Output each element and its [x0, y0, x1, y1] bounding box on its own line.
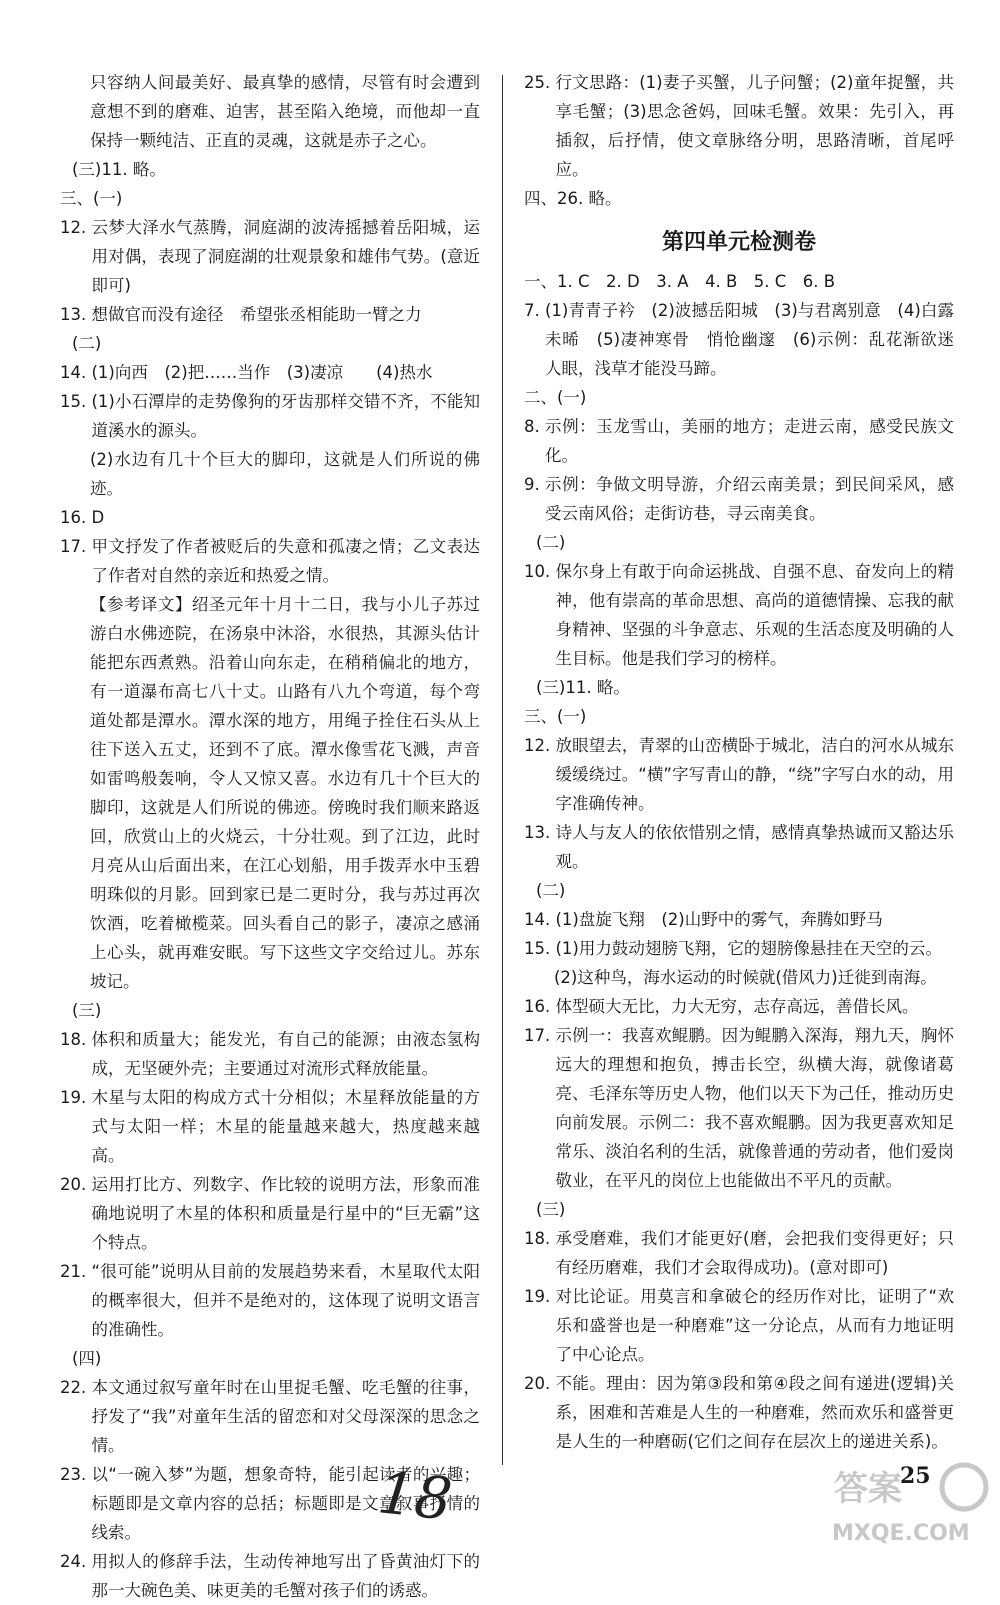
item-number: 17.: [60, 537, 92, 556]
answer-item: [524, 470, 954, 528]
item-text: 保尔身上有敢于向命运挑战、自强不息、奋发向上的精神，他有崇高的革命思想、高尚的道德情操、忘我的献身精神、坚强的斗争意志、乐观的生活态度及明确的人生目标。他是我们学习的榜样。: [555, 562, 954, 668]
item-number: 16.: [60, 508, 92, 527]
answer-item: [60, 387, 480, 445]
answer-item: [60, 213, 480, 300]
item-number: 14.: [60, 363, 92, 382]
svg-text:答案: 答案: [834, 1469, 902, 1509]
section-heading: 二、(一): [524, 388, 587, 407]
answer-item: [524, 68, 954, 184]
item-number: 7.: [524, 301, 545, 320]
section-heading: 三、(一): [60, 189, 123, 208]
answer-item: [524, 1021, 954, 1195]
item-number: 25.: [524, 73, 556, 92]
item-text: 想做官而没有途径 希望张丞相能助一臂之力: [91, 305, 422, 324]
handwritten-number: 18: [374, 1458, 456, 1534]
answer-item: [524, 296, 954, 383]
right-column: [524, 68, 954, 1456]
continuation-text: (2)这种鸟，海水运动的时候就(借风力)迁徙到南海。: [554, 968, 937, 987]
item-text: 示例：争做文明导游，介绍云南美景；到民间采风，感受云南风俗；走街访巷，寻云南美食。: [545, 475, 954, 523]
answer-item: [524, 992, 954, 1021]
item-text: 木星与太阳的构成方式十分相似；木星释放能量的方式与太阳一样；木星的能量越来越大，热度越来越高。: [91, 1088, 480, 1165]
section-heading: 三、(一): [524, 707, 587, 726]
item-text: 诗人与友人的依依惜别之情，感情真挚热诚而又豁达乐观。: [555, 823, 954, 871]
item-text: 云梦大泽水气蒸腾，洞庭湖的波涛摇撼着岳阳城，运用对偶，表现了洞庭湖的壮观景象和雄伟气势。(意近即可): [91, 218, 480, 295]
answer-item: [524, 934, 954, 963]
item-number: 19.: [60, 1088, 92, 1107]
answer-item: [60, 532, 480, 590]
left-column: [60, 68, 480, 1605]
answer-item: [524, 1369, 954, 1456]
item-text: 对比论证。用莫言和拿破仑的经历作对比，证明了“欢乐和盛誉也是一种磨难”这一分论点，从而有力地证明了中心论点。: [555, 1287, 954, 1364]
answer-item: [524, 1282, 954, 1369]
section-title: 第四单元检测卷: [661, 229, 816, 255]
answer-item: [60, 300, 480, 329]
answer-item: [60, 1170, 480, 1257]
item-text: (1)小石潭岸的走势像狗的牙齿那样交错不齐，不能知道溪水的源头。: [91, 392, 480, 440]
item-text: 不能。理由：因为第③段和第④段之间有递进(逻辑)关系，困难和苦难是人生的一种磨难，然而欢乐和盛誉更是人生的一种磨砺(它们之间存在层次上的递进关系)。: [555, 1374, 954, 1451]
item-number: 19.: [524, 1287, 556, 1306]
item-text: 示例一：我喜欢鲲鹏。因为鲲鹏入深海，翔九天，胸怀远大的理想和抱负，搏击长空，纵横大海，就像诸葛亮、毛泽东等历史人物，他们以天下为己任，推动历史向前发展。示例二：我不喜欢鲲鹏。因为我更喜欢知足常乐、淡泊名利的生活，就像普通的劳动者，他们爱岗敬业，在平凡的岗位上也能做出不平凡的贡献。: [555, 1026, 954, 1190]
item-text: 本文通过叙写童年时在山里捉毛蟹、吃毛蟹的往事，抒发了“我”对童年生活的留恋和对父母深深的思念之情。: [91, 1378, 480, 1455]
right-main-block: [524, 267, 954, 1456]
answer-item: [524, 557, 954, 673]
answer-item: [60, 358, 480, 387]
item-text: (1)向西 (2)把……当作 (3)凄凉 (4)热水: [91, 363, 433, 382]
item-text: D: [91, 508, 105, 527]
page-number: 25: [900, 1463, 931, 1489]
item-number: 9.: [524, 475, 545, 494]
continuation-text: (2)水边有几十个巨大的脚印，这就是人们所说的佛迹。: [90, 450, 480, 498]
watermark-logo: [826, 1460, 996, 1550]
item-number: 16.: [524, 997, 556, 1016]
item-number: 21.: [60, 1262, 92, 1281]
item-number: 8.: [524, 417, 545, 436]
section-heading: (二): [536, 881, 566, 900]
item-text: 运用打比方、列数字、作比较的说明方法，形象而准确地说明了木星的体积和质量是行星中的“巨无霸”这个特点。: [91, 1175, 480, 1252]
section-heading: (三)11. 略。: [72, 160, 166, 179]
item-number: 20.: [524, 1374, 556, 1393]
answer-item: [524, 731, 954, 818]
continuation-text: 只容纳人间最美好、最真挚的感情，尽管有时会遭到意想不到的磨难、迫害，甚至陷入绝境，而他却一直保持一颗纯洁、正直的灵魂，这就是赤子之心。: [90, 73, 480, 150]
item-text: 甲文抒发了作者被贬后的失意和孤凄之情；乙文表达了作者对自然的亲近和热爱之情。: [91, 537, 480, 585]
answer-item: [524, 818, 954, 876]
item-number: 15.: [524, 939, 556, 958]
item-number: 10.: [524, 562, 556, 581]
item-text: 放眼望去，青翠的山峦横卧于城北，洁白的河水从城东缓缓绕过。“横”字写青山的静，“绕”字写白水的动，用字准确传神。: [555, 736, 954, 813]
item-number: 12.: [60, 218, 92, 237]
item-number: 22.: [60, 1378, 92, 1397]
item-text: 以“一碗入梦”为题，想象奇特，能引起读者的兴趣；标题即是文章内容的总括；标题即是文章叙事抒情的线索。: [91, 1465, 480, 1542]
item-text: 体型硕大无比，力大无穷，志存高远，善借长风。: [555, 997, 919, 1016]
item-text: 用拟人的修辞手法，生动传神地写出了昏黄油灯下的那一大碗色美、味更美的毛蟹对孩子们的诱惑。: [91, 1552, 480, 1600]
item-text: (1)青青子衿 (2)波撼岳阳城 (3)与君离别意 (4)白露未晞 (5)凄神寒骨 悄怆幽邃 (6)示例：乱花渐欲迷人眼，浅草才能没马蹄。: [545, 301, 954, 378]
section-heading: (二): [72, 334, 102, 353]
answer-item: [60, 1257, 480, 1344]
answer-item: [60, 1373, 480, 1460]
answer-item: [524, 412, 954, 470]
section-heading: 四、26. 略。: [524, 189, 622, 208]
right-top-block: [524, 68, 954, 213]
item-number: 14.: [524, 910, 556, 929]
item-text: 行文思路：(1)妻子买蟹，儿子问蟹；(2)童年捉蟹，共享毛蟹；(3)思念爸妈，回味毛蟹。效果：先引入，再插叙，后抒情，使文章脉络分明，思路清晰，首尾呼应。: [555, 73, 954, 179]
item-text: 承受磨难，我们才能更好(磨，会把我们变得更好；只有经历磨难，我们才会取得成功)。(意对即可): [555, 1229, 954, 1277]
item-number: 18.: [524, 1229, 556, 1248]
column-divider: [502, 75, 503, 1465]
continuation-text: 【参考译文】绍圣元年十月十二日，我与小儿子苏过游白水佛迹院，在汤泉中沐浴，水很热，其源头估计能把东西煮熟。沿着山向东走，在稍稍偏北的地方，有一道瀑布高七八十丈。山路有八九个弯道，每个弯道处都是潭水。潭水深的地方，用绳子拴住石头从上往下送入五丈，还到不了底。潭水像雪花飞溅，声音如雷鸣般轰响，令人又惊又喜。水边有几十个巨大的脚印，这就是人们所说的佛迹。傍晚时我们顺来路返回，欣赏山上的火烧云，十分壮观。到了江边，此时月亮从山后面出来，在江心划船，用手拨弄水中玉碧明珠似的月影。回到家已是二更时分，我与苏过再次饮酒，吃着橄榄菜。回头看自己的影子，凄凉之感涌上心头，就再难安眠。写下这些文字交给过儿。苏东坡记。: [90, 595, 480, 991]
item-number: 20.: [60, 1175, 92, 1194]
item-number: 12.: [524, 736, 556, 755]
item-number: 17.: [524, 1026, 556, 1045]
item-number: 13.: [524, 823, 556, 842]
section-heading: (二): [536, 533, 566, 552]
answer-item: [524, 905, 954, 934]
item-number: 24.: [60, 1552, 92, 1571]
item-text: (1)用力鼓动翅膀飞翔，它的翅膀像悬挂在天空的云。: [555, 939, 942, 958]
section-heading: (四): [72, 1349, 102, 1368]
section-heading: (三): [536, 1200, 566, 1219]
answer-item: [524, 1224, 954, 1282]
section-heading: (三): [72, 1001, 102, 1020]
section-heading: 一、1. C 2. D 3. A 4. B 5. C 6. B: [524, 272, 836, 291]
item-text: (1)盘旋飞翔 (2)山野中的雾气，奔腾如野马: [555, 910, 883, 929]
answer-item: [60, 1025, 480, 1083]
answer-item: [60, 1547, 480, 1605]
svg-text:MXQE.COM: MXQE.COM: [832, 1521, 970, 1546]
item-number: 23.: [60, 1465, 92, 1484]
answer-item: [60, 1083, 480, 1170]
item-number: 13.: [60, 305, 92, 324]
item-text: 体积和质量大；能发光，有自己的能源；由液态氢构成，无坚硬外壳；主要通过对流形式释放能量。: [91, 1030, 480, 1078]
item-text: “很可能”说明从目前的发展趋势来看，木星取代太阳的概率很大，但并不是绝对的，这体现了说明文语言的准确性。: [91, 1262, 480, 1339]
section-heading: (三)11. 略。: [536, 678, 630, 697]
answer-item: [60, 503, 480, 532]
item-text: 示例：玉龙雪山，美丽的地方；走进云南，感受民族文化。: [545, 417, 954, 465]
item-number: 15.: [60, 392, 92, 411]
item-number: 18.: [60, 1030, 92, 1049]
